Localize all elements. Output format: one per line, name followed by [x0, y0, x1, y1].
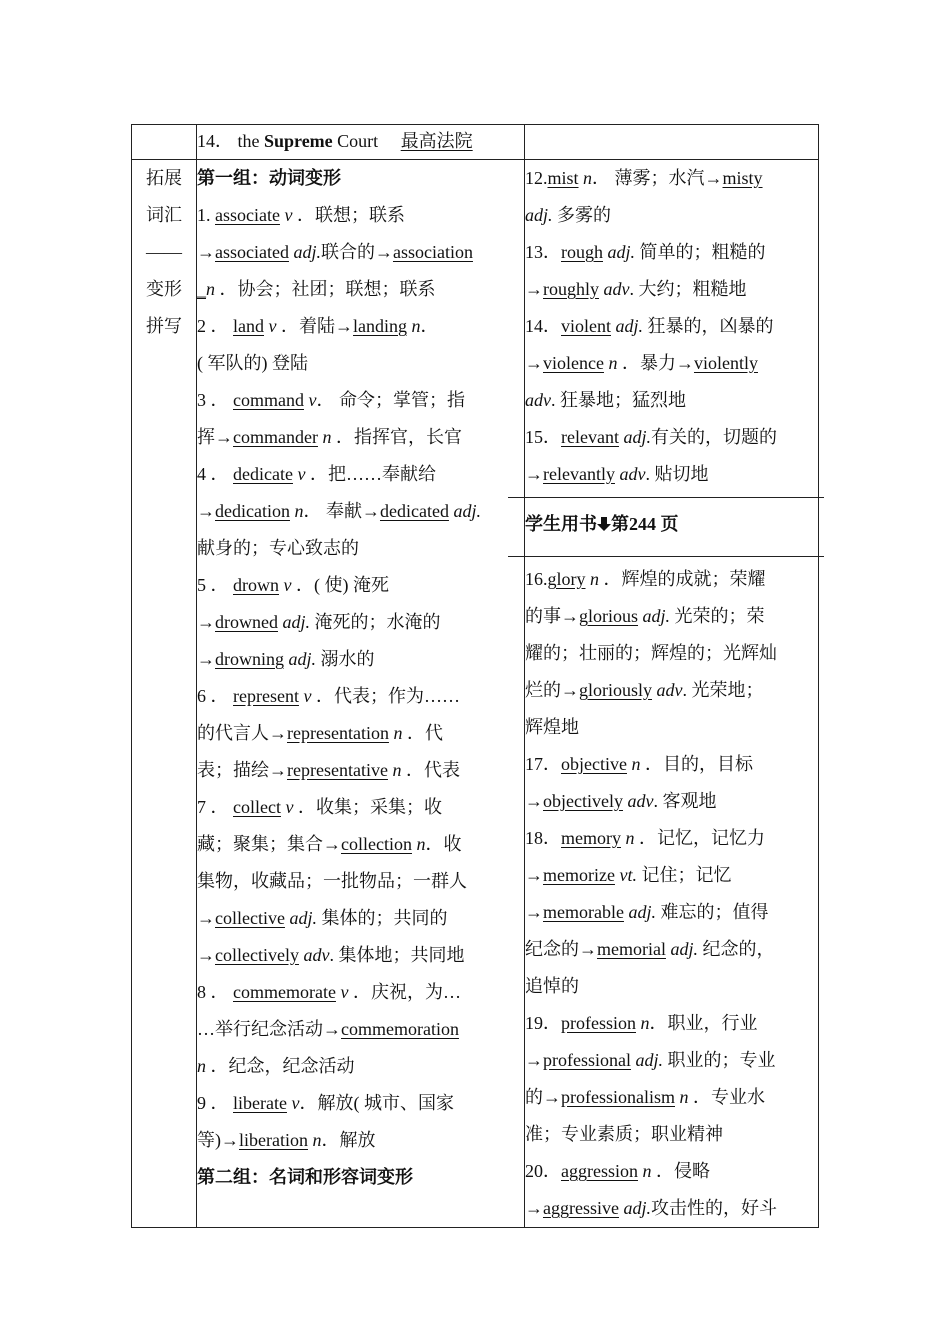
entry-text: 1.: [197, 205, 215, 225]
entry-text: 集体的；共同的: [316, 908, 448, 928]
entry-text: 的→: [525, 1087, 561, 1107]
entry-line: [197, 752, 524, 789]
entry-text: adj.: [665, 939, 698, 959]
entry-text: v: [286, 1093, 300, 1113]
vocab-word: violence: [543, 353, 604, 373]
entry-text: 的代言人→: [197, 723, 287, 743]
vocab-word: dedication: [215, 501, 290, 521]
vocab-word: drowning: [215, 649, 284, 669]
entry-text: →: [197, 612, 215, 632]
vocab-word: command: [233, 390, 304, 410]
entry-text: ．收: [425, 834, 462, 854]
entry-text: 挥→: [197, 427, 233, 447]
group1-heading: 第一组：动词变形: [197, 168, 341, 188]
entry-text: 联合的→: [320, 242, 393, 262]
category-label: 词汇: [146, 205, 182, 225]
entry-line: [197, 271, 524, 308]
vocab-word: memory: [561, 828, 621, 848]
entry-text: adv: [599, 279, 630, 299]
entry-text: →: [197, 501, 215, 521]
entry-text: n: [637, 1161, 652, 1181]
entry-text: n: [411, 834, 426, 854]
entry-text: ．辉煌的成就；荣耀: [599, 569, 766, 589]
entry-text: adj.: [448, 501, 481, 521]
entry-line: [525, 635, 818, 672]
entry-text: the: [237, 131, 260, 151]
entry-text: v: [303, 390, 317, 410]
vocab-word: profession: [561, 1013, 636, 1033]
vocab-word: collectively: [215, 945, 299, 965]
entry-text: adj.: [525, 205, 553, 225]
entry-text: ． 奉献→: [303, 501, 380, 521]
entry-text: 7 ．: [197, 797, 233, 817]
entry-line: [197, 1122, 524, 1159]
entry-text: vt.: [614, 865, 637, 885]
verb-group-cell: [197, 160, 525, 1228]
vocab-word: aggressive: [543, 1198, 619, 1218]
entry-line: [525, 783, 818, 820]
category-label: 拓展: [146, 168, 182, 188]
entry-text: 辉煌地: [525, 717, 579, 737]
vocab-word: memorial: [597, 939, 666, 959]
entry-text: 6 ．: [197, 686, 233, 706]
entry-text: adv: [525, 390, 551, 410]
entry-line: [525, 820, 818, 857]
entry-text: n: [387, 760, 402, 780]
vocab-word: relevantly: [543, 464, 615, 484]
category-cell: [132, 160, 197, 1228]
book-note-label: 学生用书: [525, 514, 597, 534]
vocab-word: memorable: [543, 902, 624, 922]
entry-text: →: [525, 791, 543, 811]
entry-text: 纪念的，: [698, 939, 775, 959]
entry-line: [525, 345, 818, 382]
entry-text: 多雾的: [552, 205, 612, 225]
entry-text: v: [279, 205, 293, 225]
entry-text: →: [525, 1050, 543, 1070]
entry-text: ．代表: [401, 760, 460, 780]
vocab-word: liberate: [233, 1093, 287, 1113]
entry-text: n: [578, 168, 593, 188]
vocab-word: professional: [543, 1050, 631, 1070]
entry-text: 17．: [525, 754, 561, 774]
entry-supreme-court: [197, 125, 524, 157]
entry-line: [525, 308, 818, 345]
vocab-word: commemoration: [341, 1019, 459, 1039]
entry-text: 集物，收藏品；一批物品；一群人: [197, 871, 467, 891]
entry-text: …举行纪念活动→: [197, 1019, 341, 1039]
entry-text: →: [525, 902, 543, 922]
vocab-word: associated: [215, 242, 289, 262]
entry-number: 14．: [197, 131, 233, 151]
student-book-page-note: [508, 497, 824, 557]
vocab-word: memorize: [543, 865, 615, 885]
entry-text: 19．: [525, 1013, 561, 1033]
vocab-word: objective: [561, 754, 627, 774]
vocab-word: professionalism: [561, 1087, 675, 1107]
book-note-page: 第244 页: [611, 514, 679, 534]
entry-text: n: [675, 1087, 689, 1107]
vocab-word: represent: [233, 686, 299, 706]
vocab-word: violently: [693, 353, 758, 373]
entry-text: 2 ．: [197, 316, 233, 336]
category-label: 拼写: [146, 316, 182, 336]
entry-line: [197, 863, 524, 900]
entry-text: 狂暴的，凶暴的: [643, 316, 774, 336]
entry-text: ．代表；作为……: [311, 686, 460, 706]
entry-text: adj.: [630, 1050, 663, 1070]
entries-lower: [525, 561, 818, 1227]
entry-line: [197, 715, 524, 752]
entry-text: →: [525, 353, 543, 373]
entry-text: ．纪念，纪念活动: [206, 1056, 355, 1076]
entry-text: adj.: [277, 612, 310, 632]
entry-line: [525, 968, 818, 1005]
entry-text: →: [525, 464, 543, 484]
entry-line: [197, 456, 524, 493]
verb-entries: [197, 197, 524, 1159]
vocab-word: glorious: [579, 606, 639, 626]
entry-line: [197, 1085, 524, 1122]
vocab-word: misty: [722, 168, 763, 188]
entry-text: 5 ．: [197, 575, 233, 595]
entry-line: [197, 641, 524, 678]
entry-meaning: 最高法院: [400, 131, 473, 151]
entry-text: adj.: [638, 606, 671, 626]
entry-text: . 贴切地: [645, 464, 709, 484]
entry-text: adj.: [284, 649, 317, 669]
entry-text: ．指挥官，长官: [331, 427, 462, 447]
entry-line: [525, 197, 818, 234]
entry-line: [197, 974, 524, 1011]
entry-text: →: [525, 865, 543, 885]
entry-text: ．: [420, 316, 439, 336]
entry-text: Court: [337, 131, 379, 151]
entry-text: 耀的；壮丽的；辉煌的；光辉灿: [525, 643, 777, 663]
vocab-word: dedicate: [233, 464, 293, 484]
vocab-word: liberation: [239, 1130, 308, 1150]
category-label: ——: [146, 242, 182, 262]
vocab-word: rough: [561, 242, 603, 262]
entry-text: adj.: [603, 242, 636, 262]
category-label: 变形: [146, 279, 182, 299]
entry-line: [197, 937, 524, 974]
entry-line: [525, 160, 818, 197]
entry-text: adj.: [284, 908, 317, 928]
arrow-down-icon: [597, 517, 611, 531]
entry-text: n: [636, 1013, 650, 1033]
noun-adj-cell: [525, 160, 819, 1228]
entry-text: ．把……奉献给: [305, 464, 436, 484]
entry-line: [525, 931, 818, 968]
entry-text: →: [197, 945, 215, 965]
entry-line: [525, 857, 818, 894]
entry-bold-word: Supreme: [264, 131, 333, 151]
entry-text: n: [407, 316, 421, 336]
entry-text: 14．: [525, 316, 561, 336]
entry-line: [525, 234, 818, 271]
entry-text: 9 ．: [197, 1093, 233, 1113]
entry-text: n: [585, 569, 599, 589]
entry-line: [525, 1116, 818, 1153]
entry-line: [197, 604, 524, 641]
entry-line: [525, 598, 818, 635]
entry-text: adj.: [618, 427, 651, 447]
entry-text: 有关的，切题的: [650, 427, 777, 447]
entry-text: n: [603, 353, 618, 373]
vocab-word: landing: [353, 316, 407, 336]
empty-cell: [525, 125, 819, 160]
entry-text: v: [280, 797, 294, 817]
entry-line: [525, 1153, 818, 1190]
entry-line: [197, 382, 524, 419]
vocab-word: drown: [233, 575, 279, 595]
entry-line: [197, 308, 524, 345]
entry-line: [525, 672, 818, 709]
entry-line: [525, 746, 818, 783]
entry-text: adv: [298, 945, 330, 965]
entry-text: ．专业水: [688, 1087, 765, 1107]
entry-text: adv: [614, 464, 646, 484]
entry-text: v: [298, 686, 312, 706]
entry-line: [197, 900, 524, 937]
entry-text: ．记忆，记忆力: [634, 828, 765, 848]
empty-cell: [132, 125, 197, 160]
entry-line: [525, 456, 818, 493]
entry-text: ( 军队的) 登陆: [197, 353, 308, 373]
entry-text: n: [388, 723, 403, 743]
entry-text: v: [335, 982, 349, 1002]
entry-text: 职业的；专业: [663, 1050, 776, 1070]
vocab-word: association: [392, 242, 473, 262]
entry-text: ．收集；采集；收: [293, 797, 442, 817]
entry-text: ．职业，行业: [649, 1013, 758, 1033]
top-entry-cell: [197, 125, 525, 160]
entry-text: ．协会；社团；联想；联系: [215, 279, 436, 299]
entry-text: 3 ．: [197, 390, 233, 410]
entry-text: 18．: [525, 828, 561, 848]
entry-text: adv: [622, 791, 654, 811]
entry-line: [525, 561, 818, 598]
entry-text: . 大约；粗糙地: [629, 279, 747, 299]
vocab-word: aggression: [561, 1161, 638, 1181]
entry-line: [197, 826, 524, 863]
entry-text: 追悼的: [525, 976, 579, 996]
entry-text: n: [197, 1056, 206, 1076]
entry-text: 准；专业素质；职业精神: [525, 1124, 723, 1144]
entry-line: [525, 709, 818, 746]
entry-text: adv: [652, 680, 683, 700]
entry-text: 等)→: [197, 1130, 239, 1150]
entry-text: . 光荣地；: [682, 680, 764, 700]
entry-line: [197, 345, 524, 382]
entry-text: →: [197, 649, 215, 669]
vocabulary-table: [131, 124, 819, 1228]
entry-text: ．着陆→: [276, 316, 353, 336]
entry-text: ．暴力→: [617, 353, 694, 373]
entry-line: [197, 1011, 524, 1048]
entry-line: [197, 530, 524, 567]
vocab-word: land: [233, 316, 264, 336]
entry-text: n: [206, 279, 215, 299]
entry-line: [525, 1042, 818, 1079]
entry-text: 难忘的；值得: [655, 902, 769, 922]
entry-text: ．庆祝，为…: [348, 982, 461, 1002]
vocab-word: collect: [233, 797, 281, 817]
entry-text: . 集体地；共同地: [329, 945, 465, 965]
entry-line: [197, 678, 524, 715]
vocab-word: dedicated: [379, 501, 449, 521]
entry-text: n: [289, 501, 304, 521]
entry-text: →: [525, 1198, 543, 1218]
vocab-word: gloriously: [579, 680, 653, 700]
vocab-word: mist: [547, 168, 579, 188]
entry-text: 12.: [525, 168, 548, 188]
entry-text: adj.: [623, 902, 656, 922]
entry-text: 藏；聚集；集合→: [197, 834, 341, 854]
entry-text: 表；描绘→: [197, 760, 287, 780]
entry-text: 15．: [525, 427, 561, 447]
vocab-word: violent: [561, 316, 611, 336]
entry-line: [197, 197, 524, 234]
vocab-word: collective: [215, 908, 285, 928]
entry-line: [197, 234, 524, 271]
entry-line: [525, 894, 818, 931]
vocab-word: objectively: [543, 791, 623, 811]
entry-text: →: [197, 242, 215, 262]
entry-text: n: [317, 427, 332, 447]
entry-text: 淹死的；水淹的: [310, 612, 441, 632]
entry-text: 4 ．: [197, 464, 233, 484]
entry-line: [525, 1190, 818, 1227]
entry-text: 记住；记忆: [636, 865, 732, 885]
entry-text: ．目的，目标: [640, 754, 753, 774]
entry-line: [197, 419, 524, 456]
entry-text: 的事→: [525, 606, 579, 626]
entry-text: adj.: [288, 242, 321, 262]
entry-line: [525, 271, 818, 308]
entry-text: . 狂暴地；猛烈地: [551, 390, 686, 410]
vocab-word: commander: [233, 427, 318, 447]
entry-text: ．侵略: [651, 1161, 710, 1181]
vocab-word: drowned: [215, 612, 278, 632]
entry-text: →: [525, 279, 543, 299]
entry-line: [525, 1005, 818, 1042]
entry-text: n: [626, 754, 641, 774]
entry-line: [525, 1079, 818, 1116]
main-row: [132, 160, 819, 1228]
entry-text: v: [279, 575, 292, 595]
entry-text: ．代: [402, 723, 443, 743]
entry-text: 20．: [525, 1161, 561, 1181]
entry-text: 溺水的: [316, 649, 375, 669]
entry-text: →: [197, 908, 215, 928]
entry-text: ． 薄雾；水汽→: [592, 168, 723, 188]
entry-text: 攻击性的，好斗: [651, 1198, 777, 1218]
entry-text: adj.: [611, 316, 644, 336]
entry-text: ．解放: [321, 1130, 376, 1150]
entry-text: v: [264, 316, 277, 336]
entry-text: n: [307, 1130, 322, 1150]
vocab-word: glory: [547, 569, 586, 589]
entry-line: [525, 382, 818, 419]
entry-text: 16.: [525, 569, 548, 589]
top-row: [132, 125, 819, 160]
entries-upper: [525, 160, 818, 493]
entry-text: ．解放( 城市、国家: [299, 1093, 454, 1113]
vocab-word: roughly: [543, 279, 599, 299]
entry-text: 简单的；粗糙的: [635, 242, 766, 262]
vocab-word: associate: [215, 205, 280, 225]
entry-line: [197, 1048, 524, 1085]
entry-text: 烂的→: [525, 680, 579, 700]
entry-text: 纪念的→: [525, 939, 597, 959]
entry-text: n: [621, 828, 635, 848]
entry-text: 光荣的；荣: [670, 606, 765, 626]
vocab-word: representative: [287, 760, 388, 780]
vocab-word: commemorate: [233, 982, 336, 1002]
group2-heading: 第二组：名词和形容词变形: [197, 1167, 413, 1187]
entry-text: v: [292, 464, 306, 484]
vocab-word: relevant: [561, 427, 619, 447]
entry-line: [197, 493, 524, 530]
entry-text: 献身的；专心致志的: [197, 538, 359, 558]
entry-text: adj.: [618, 1198, 651, 1218]
entry-line: [197, 789, 524, 826]
vocab-word: collection: [341, 834, 412, 854]
entry-text: . 客观地: [653, 791, 717, 811]
entry-text: 13．: [525, 242, 561, 262]
entry-text: ．联想；联系: [292, 205, 405, 225]
entry-text: ．( 使) 淹死: [291, 575, 389, 595]
vocab-word: representation: [287, 723, 389, 743]
entry-text: 8 ．: [197, 982, 233, 1002]
entry-line: [197, 567, 524, 604]
entry-line: [525, 419, 818, 456]
vocab-word: _: [197, 279, 206, 299]
entry-text: ． 命令；掌管；指: [316, 390, 465, 410]
